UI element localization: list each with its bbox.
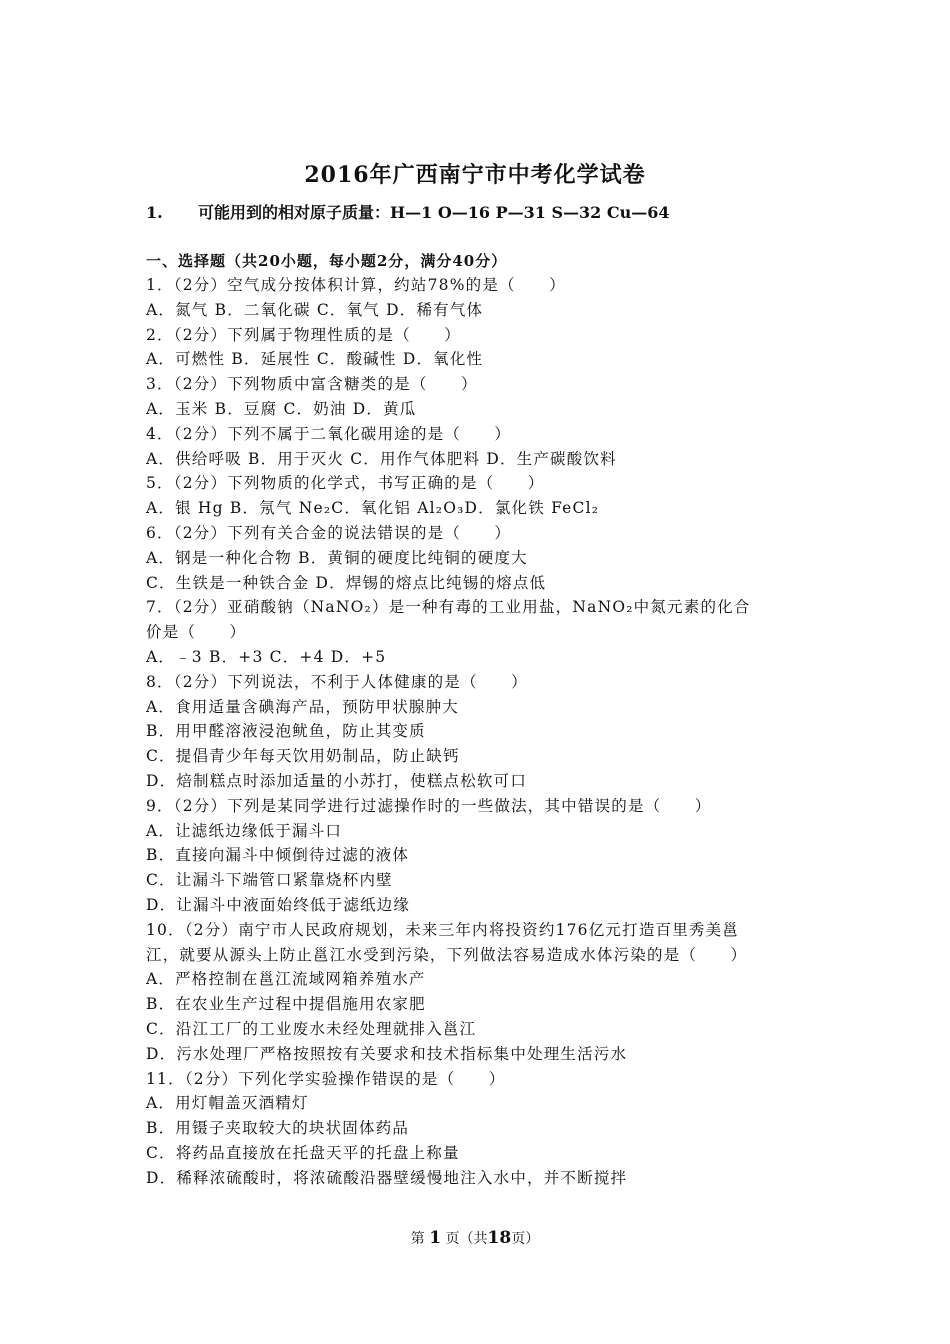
answer-option: D．污水处理厂严格按照按有关要求和技术指标集中处理生活污水 [146,1044,628,1063]
answer-options: A．供给呼吸 B．用于灭火 C．用作气体肥料 D．生产碳酸饮料 [146,449,617,468]
answer-options: A．玉米 B．豆腐 C．奶油 D．黄瓜 [146,399,417,418]
footer-prefix: 第 [410,1231,425,1247]
atomic-mass-text: 可能用到的相对原子质量：H—1 O—16 P—31 S—32 Cu—64 [198,203,670,222]
atomic-mass-number: 1. [146,203,163,222]
answer-option: B．直接向漏斗中倾倒待过滤的液体 [146,846,410,865]
answer-option: C．让漏斗下端管口紧靠烧杯内壁 [146,871,393,890]
answer-options: A．可燃性 B．延展性 C．酸碱性 D．氧化性 [146,350,484,369]
answer-option: C．将药品直接放在托盘天平的托盘上称量 [146,1143,460,1162]
question-line: 8．（2分）下列说法，不利于人体健康的是（ ） [146,672,528,691]
question-line: 2．（2分）下列属于物理性质的是（ ） [146,325,461,344]
answer-option: D．稀释浓硫酸时，将浓硫酸沿器壁缓慢地注入水中，并不断搅拌 [146,1168,628,1187]
footer-suffix: 页） [511,1231,540,1247]
answer-option: A．让滤纸边缘低于漏斗口 [146,821,343,840]
footer-middle: 页（共 [445,1231,488,1247]
question-line: 7．（2分）亚硝酸钠（NaNO₂）是一种有毒的工业用盐，NaNO₂中氮元素的化合 [146,598,751,617]
answer-option: B．用镊子夹取较大的块状固体药品 [146,1119,410,1138]
answer-option: A．用灯帽盖灭酒精灯 [146,1094,309,1113]
answer-option: C．沿江工厂的工业废水未经处理就排入邕江 [146,1019,477,1038]
footer-total-pages: 18 [487,1228,512,1248]
question-line: 价是（ ） [146,623,247,642]
question-body [146,273,806,1190]
page-title: 2016年广西南宁市中考化学试卷 [304,162,646,188]
answer-option: B．用甲醛溶液浸泡鱿鱼，防止其变质 [146,722,426,741]
answer-options: A．氮气 B．二氧化碳 C．氧气 D．稀有气体 [146,300,484,319]
answer-options: A．钢是一种化合物 B．黄铜的硬度比纯铜的硬度大 [146,548,528,567]
answer-option: D．焙制糕点时添加适量的小苏打，使糕点松软可口 [146,771,528,790]
question-line: 10．（2分）南宁市人民政府规划，未来三年内将投资约176亿元打造百里秀美邕 [146,920,740,939]
answer-option: A．严格控制在邕江流域网箱养殖水产 [146,970,426,989]
question-line: 江，就要从源头上防止邕江水受到污染，下列做法容易造成水体污染的是（ ） [146,945,748,964]
question-line: 5．（2分）下列物质的化学式，书写正确的是（ ） [146,474,545,493]
page-footer [0,1228,950,1248]
answer-options: C．生铁是一种铁合金 D．焊锡的熔点比纯锡的熔点低 [146,573,547,592]
answer-option: C．提倡青少年每天饮用奶制品，防止缺钙 [146,747,460,766]
question-line: 3．（2分）下列物质中富含糖类的是（ ） [146,375,478,394]
footer-page-number: 1 [429,1228,442,1248]
answer-option: B．在农业生产过程中提倡施用农家肥 [146,995,426,1014]
question-line: 6．（2分）下列有关合金的说法错误的是（ ） [146,523,512,542]
section-heading: 一、选择题（共20小题，每小题2分，满分40分） [146,252,508,270]
question-line: 9．（2分）下列是某同学进行过滤操作时的一些做法，其中错误的是（ ） [146,796,712,815]
answer-options: A．银 Hg B．氖气 Ne₂C．氧化铝 Al₂O₃D．氯化铁 FeCl₂ [146,499,600,518]
answer-options: A．﹣3 B．+3 C．+4 D．+5 [146,647,387,666]
question-line: 11．（2分）下列化学实验操作错误的是（ ） [146,1069,506,1088]
question-line: 4．（2分）下列不属于二氧化碳用途的是（ ） [146,424,512,443]
answer-option: D．让漏斗中液面始终低于滤纸边缘 [146,895,411,914]
atomic-mass-line [146,200,670,223]
answer-option: A．食用适量含碘海产品，预防甲状腺肿大 [146,697,459,716]
question-line: 1．（2分）空气成分按体积计算，约站78%的是（ ） [146,276,566,294]
